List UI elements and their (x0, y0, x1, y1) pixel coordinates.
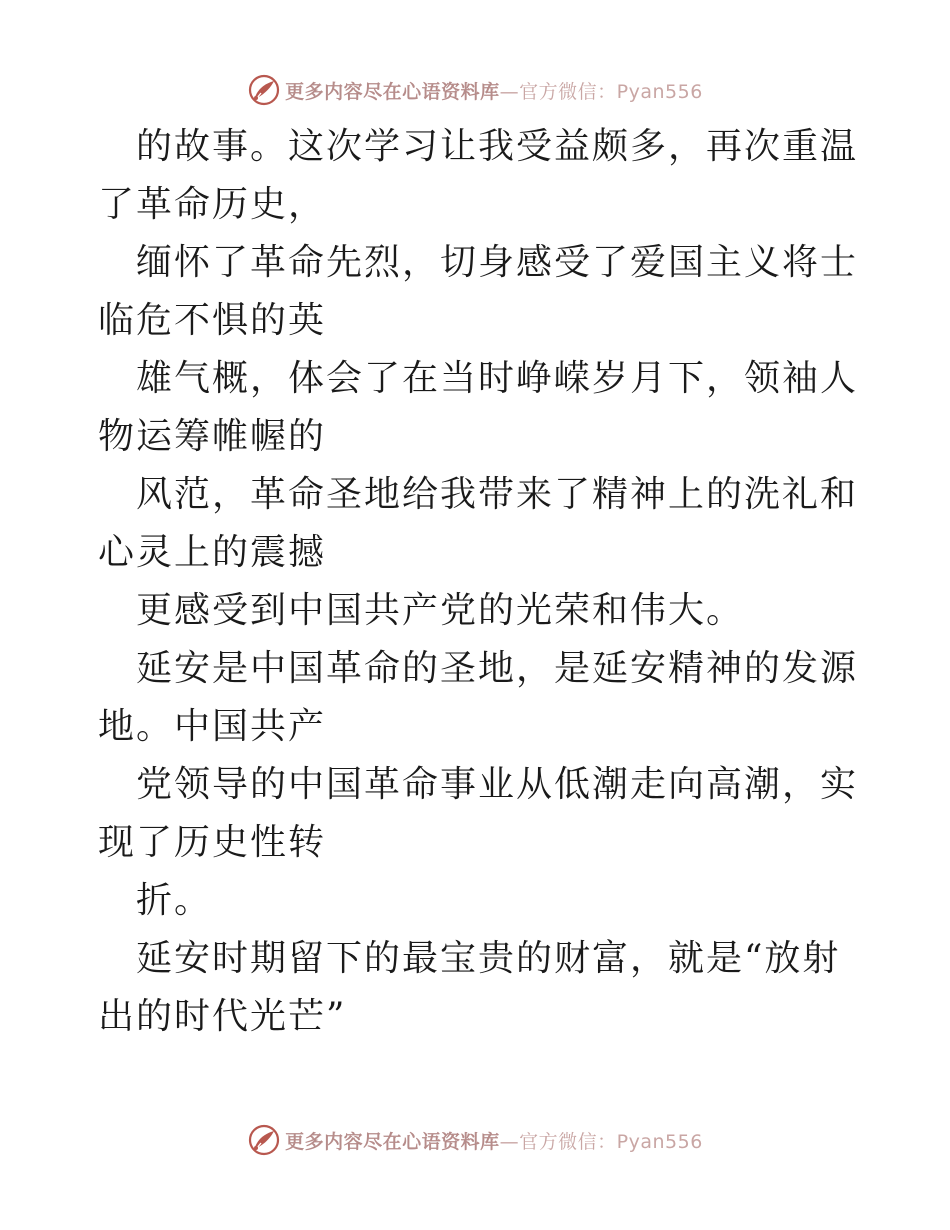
paragraph-7: 党领导的中国革命事业从低潮走向高潮，实现了历史性转 (98, 764, 859, 863)
footer-watermark (247, 1123, 703, 1157)
header-watermark-text (285, 77, 703, 104)
header-watermark-banner (0, 70, 950, 110)
header-watermark-highlight: 更多内容尽在心语资料库 (285, 80, 500, 103)
paragraph-4: 风范，革命圣地给我带来了精神上的洗礼和心灵上的震撼 (98, 474, 859, 573)
paragraph-5: 更感受到中国共产党的光荣和伟大。 (136, 590, 745, 631)
paragraph-8: 折。 (136, 880, 213, 921)
paragraph-9: 延安时期留下的最宝贵的财富，就是“放射出的时代光芒” (98, 938, 841, 1037)
document-body (98, 118, 858, 1046)
footer-watermark-text (285, 1127, 703, 1154)
paragraph-3: 雄气概，体会了在当时峥嵘岁月下，领袖人物运筹帷幄的 (98, 358, 859, 457)
footer-watermark-highlight: 更多内容尽在心语资料库 (285, 1130, 500, 1153)
paragraph-2: 缅怀了革命先烈，切身感受了爱国主义将士临危不惧的英 (98, 242, 859, 341)
header-watermark (247, 73, 703, 107)
footer-watermark-contact: —官方微信：Pyan556 (499, 1130, 703, 1153)
header-watermark-contact: —官方微信：Pyan556 (499, 80, 703, 103)
pen-logo-icon (247, 1123, 281, 1157)
paragraph-1: 的故事。这次学习让我受益颇多，再次重温了革命历史， (98, 126, 859, 225)
footer-watermark-banner (0, 1120, 950, 1160)
paragraph-6: 延安是中国革命的圣地，是延安精神的发源地。中国共产 (98, 648, 859, 747)
pen-logo-icon (247, 73, 281, 107)
